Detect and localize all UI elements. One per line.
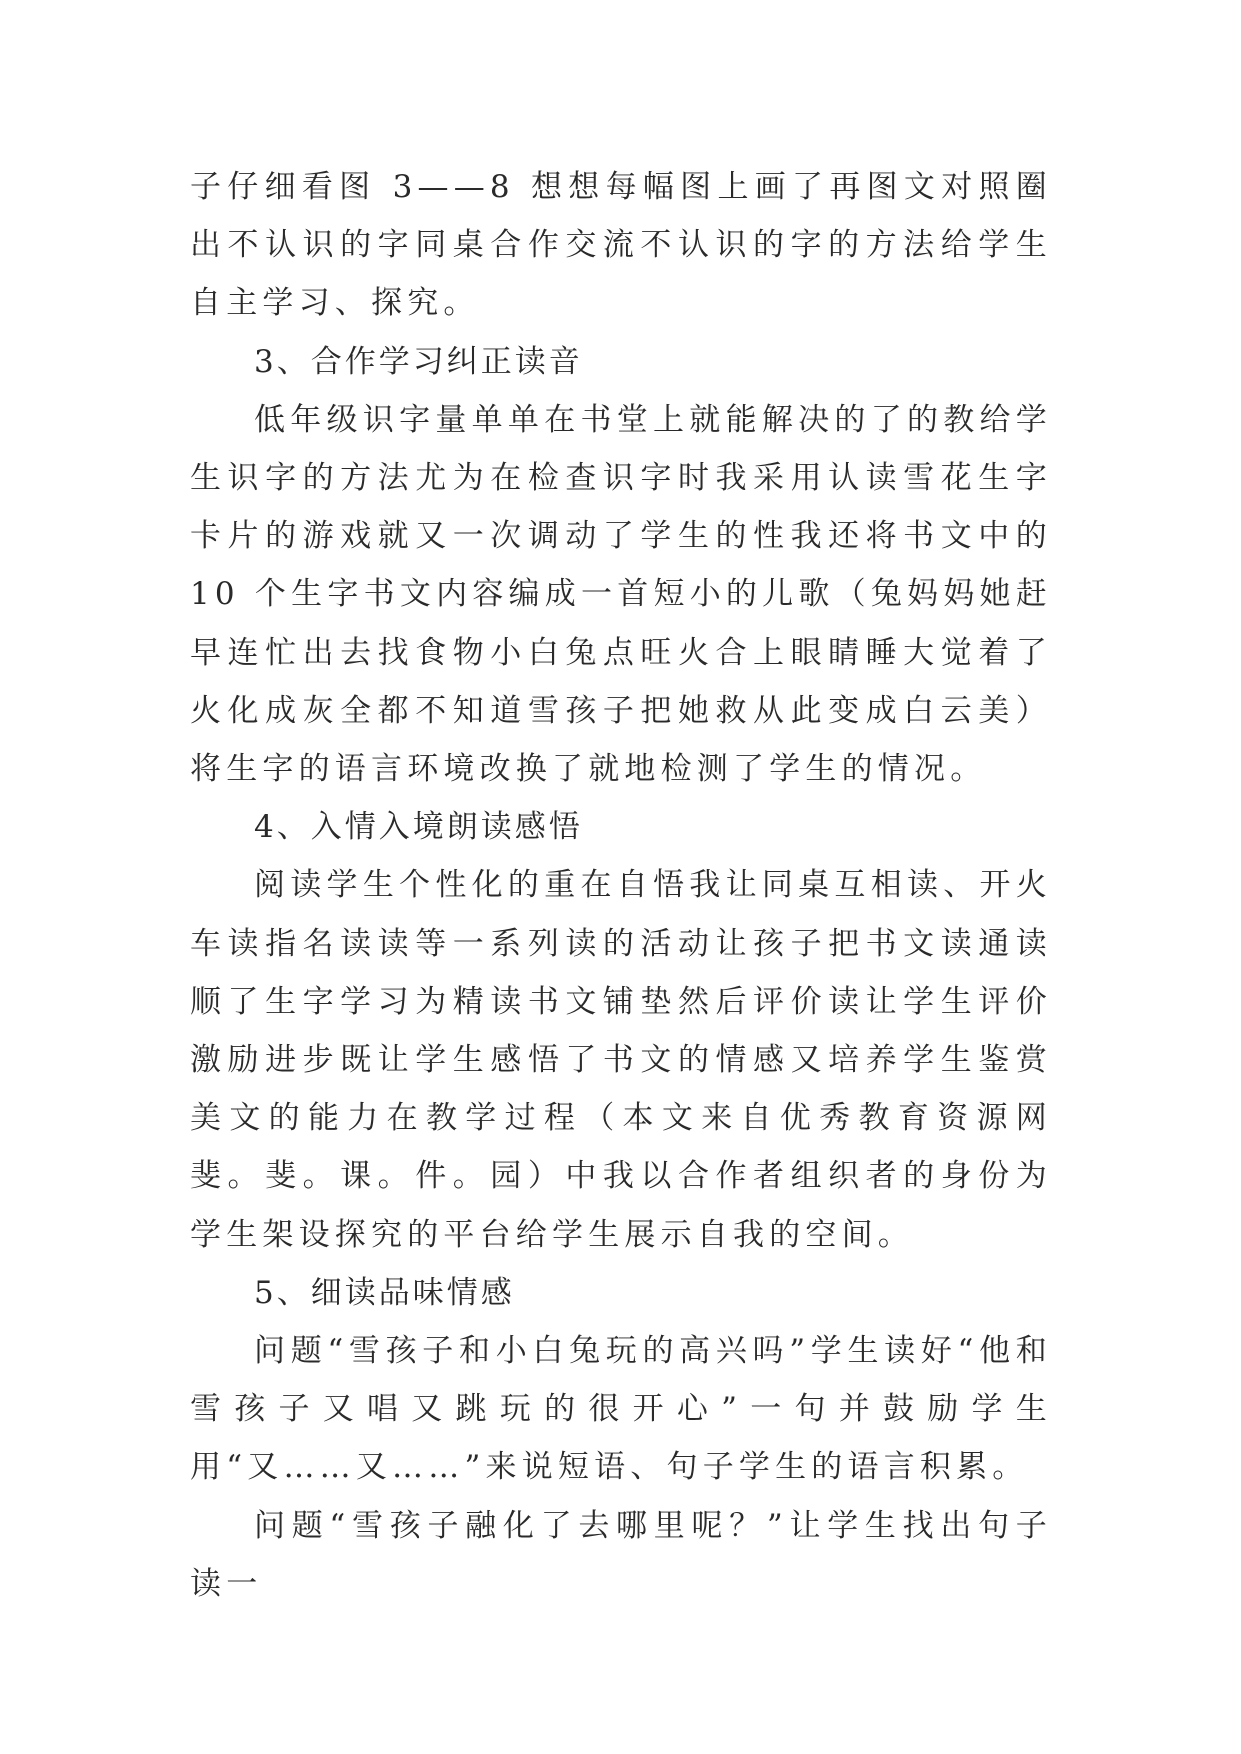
section-heading-4: 4、入情入境朗读感悟 [254, 809, 583, 846]
section-heading-5: 5、细读品味情感 [254, 1274, 515, 1311]
paragraph-reading-practice: 阅读学生个性化的重在自悟我让同桌互相读、开火车读指名读读等一系列读的活动让孩子把书文读通读顺了生字学习为精读书文铺垫然后评价读让学生评价激励进步既让学生感悟了书文的情感又培养学生鉴赏美文的能力在教学过程（本文来自优秀教育资源网斐。斐。课。件。园）中我以合作者组织者的身份为学生架设探究的平台给学生展示自我的空间。 [190, 867, 1052, 1253]
paragraph-literacy-method: 低年级识字量单单在书堂上就能解决的了的教给学生识字的方法尤为在检查识字时我采用认读雪花生字卡片的游戏就又一次调动了学生的性我还将书文中的 10 个生字书文内容编成一首短小的儿歌（兔妈妈她赶早连忙出去找食物小白兔点旺火合上眼睛睡大觉着了火化成灰全都不知道雪孩子把她救从此变成白云美）将生字的语言环境改换了就地检测了学生的情况。 [190, 401, 1052, 788]
paragraph-continuation: 子仔细看图 3——8 想想每幅图上画了再图文对照圈出不认识的字同桌合作交流不认识的字的方法给学生自主学习、探究。 [190, 169, 1052, 322]
paragraph-question-1: 问题“雪孩子和小白兔玩的高兴吗”学生读好“他和雪孩子又唱又跳玩的很开心”一句并鼓励学生用“又……又……”来说短语、句子学生的语言积累。 [190, 1333, 1052, 1486]
section-heading-3: 3、合作学习纠正读音 [254, 343, 583, 380]
body-text [190, 158, 1052, 1613]
paragraph-question-2: 问题“雪孩子融化了去哪里呢？”让学生找出句子读一 [190, 1507, 1052, 1602]
